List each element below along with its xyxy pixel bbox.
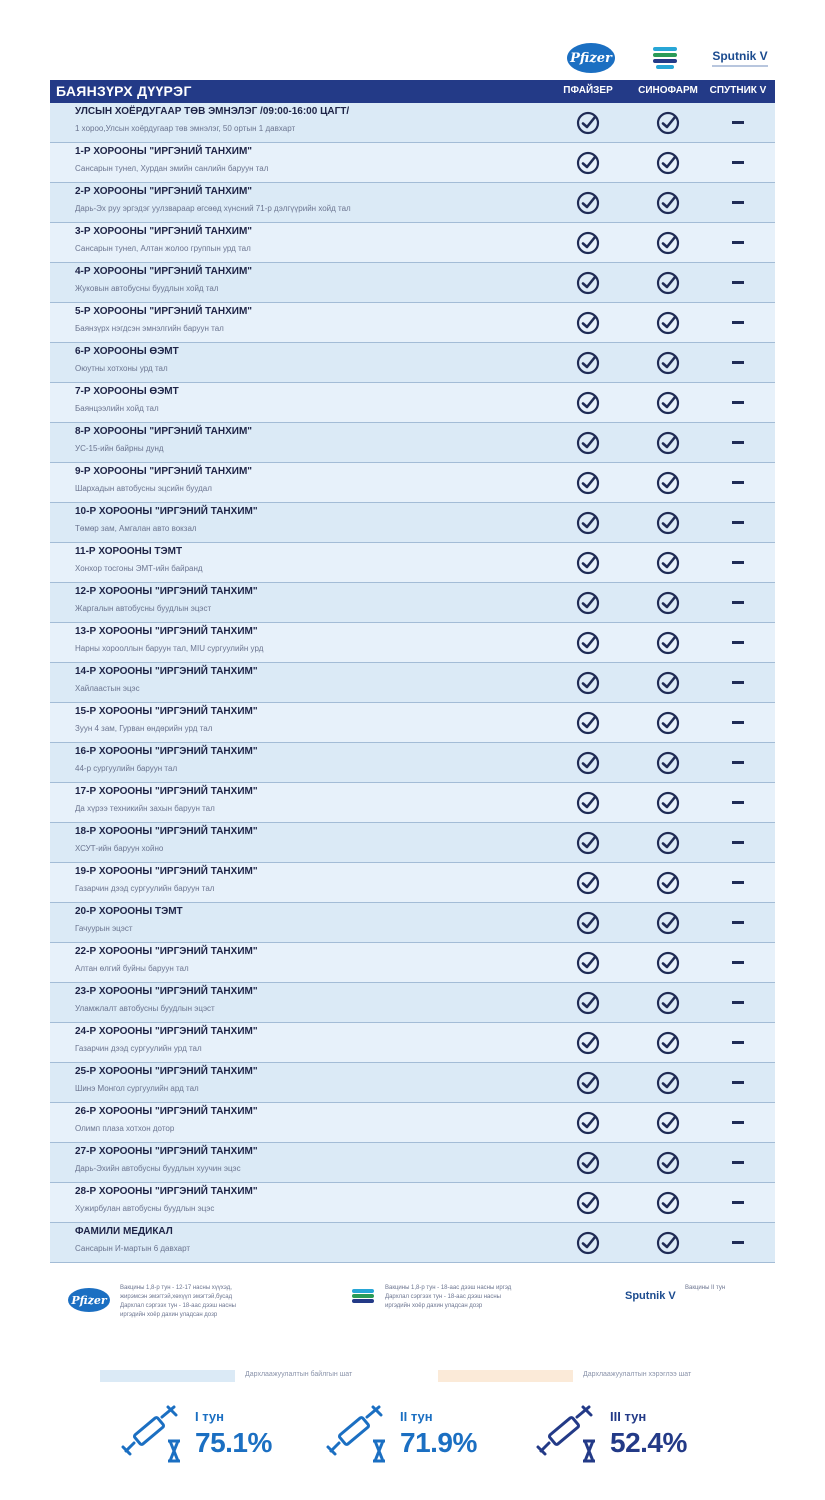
sputnik-unavailable-dash-icon bbox=[703, 743, 773, 782]
location-name: 5-Р ХОРООНЫ "ИРГЭНИЙ ТАНХИМ" bbox=[75, 306, 253, 317]
pfizer-available-check-icon bbox=[553, 583, 623, 622]
location-name: 13-Р ХОРООНЫ "ИРГЭНИЙ ТАНХИМ" bbox=[75, 626, 258, 637]
pfizer-available-check-icon bbox=[553, 1023, 623, 1062]
location-address: Хонхор тосгоны ЭМТ-ийн байранд bbox=[75, 564, 203, 573]
location-name: 15-Р ХОРООНЫ "ИРГЭНИЙ ТАНХИМ" bbox=[75, 706, 258, 717]
location-address: Оюутны хотхоны урд тал bbox=[75, 364, 168, 373]
location-address: УС-15-ийн байрны дунд bbox=[75, 444, 164, 453]
location-name: 9-Р ХОРООНЫ "ИРГЭНИЙ ТАНХИМ" bbox=[75, 466, 253, 477]
sinopharm-available-check-icon bbox=[633, 343, 703, 382]
table-row bbox=[50, 503, 775, 543]
sputnik-unavailable-dash-icon bbox=[703, 863, 773, 902]
sinopharm-available-check-icon bbox=[633, 183, 703, 222]
sputnik-unavailable-dash-icon bbox=[703, 503, 773, 542]
sinopharm-note bbox=[385, 1284, 511, 1311]
sinopharm-available-check-icon bbox=[633, 903, 703, 942]
dose-percent: 71.9% bbox=[400, 1427, 477, 1458]
table-row bbox=[50, 863, 775, 903]
location-name: 28-Р ХОРООНЫ "ИРГЭНИЙ ТАНХИМ" bbox=[75, 1186, 258, 1197]
location-address: ХСУТ-ийн баруун хойно bbox=[75, 844, 164, 853]
pfizer-available-check-icon bbox=[553, 303, 623, 342]
sinopharm-available-check-icon bbox=[633, 143, 703, 182]
sputnik-unavailable-dash-icon bbox=[703, 143, 773, 182]
table-row bbox=[50, 103, 775, 143]
pfizer-available-check-icon bbox=[553, 703, 623, 742]
dose-percent: 52.4% bbox=[610, 1427, 687, 1458]
location-name: 22-Р ХОРООНЫ "ИРГЭНИЙ ТАНХИМ" bbox=[75, 946, 258, 957]
location-name: 2-Р ХОРООНЫ "ИРГЭНИЙ ТАНХИМ" bbox=[75, 186, 253, 197]
location-address: Дарь-Эхийн автобусны буудлын хуучин эцэс bbox=[75, 1164, 241, 1173]
location-address: Жуковын автобусны буудлын хойд тал bbox=[75, 284, 219, 293]
sinopharm-available-check-icon bbox=[633, 1183, 703, 1222]
location-address: Да хүрээ техникийн захын баруун тал bbox=[75, 804, 215, 813]
pfizer-available-check-icon bbox=[553, 103, 623, 142]
location-address: Уламжлалт автобусны буудлын эцэст bbox=[75, 1004, 215, 1013]
location-name: 17-Р ХОРООНЫ "ИРГЭНИЙ ТАНХИМ" bbox=[75, 786, 258, 797]
pfizer-available-check-icon bbox=[553, 663, 623, 702]
table-header bbox=[50, 80, 775, 103]
sputnik-unavailable-dash-icon bbox=[703, 903, 773, 942]
pfizer-available-check-icon bbox=[553, 143, 623, 182]
column-sputnik: СПУТНИК V bbox=[709, 85, 767, 96]
sputnik-unavailable-dash-icon bbox=[703, 703, 773, 742]
pfizer-available-check-icon bbox=[553, 463, 623, 502]
table-row bbox=[50, 183, 775, 223]
location-address: Хужирбулан автобусны буудлын эцэс bbox=[75, 1204, 215, 1213]
syringe-icon bbox=[325, 1403, 385, 1463]
sputnik-unavailable-dash-icon bbox=[703, 543, 773, 582]
sinopharm-available-check-icon bbox=[633, 743, 703, 782]
table-row bbox=[50, 623, 775, 663]
table-row bbox=[50, 303, 775, 343]
sinopharm-available-check-icon bbox=[633, 703, 703, 742]
location-name: 20-Р ХОРООНЫ ТЭМТ bbox=[75, 906, 183, 917]
location-name: 11-Р ХОРООНЫ ТЭМТ bbox=[75, 546, 183, 557]
pfizer-available-check-icon bbox=[553, 223, 623, 262]
table-row bbox=[50, 903, 775, 943]
sputnik-unavailable-dash-icon bbox=[703, 1143, 773, 1182]
location-address: Шархадын автобусны эцсийн буудал bbox=[75, 484, 212, 493]
sputnik-unavailable-dash-icon bbox=[703, 183, 773, 222]
pfizer-available-check-icon bbox=[553, 823, 623, 862]
sinopharm-available-check-icon bbox=[633, 263, 703, 302]
note-line: Вакцины II тун bbox=[685, 1285, 726, 1291]
table-row bbox=[50, 1143, 775, 1183]
table-row bbox=[50, 663, 775, 703]
location-name: 1-Р ХОРООНЫ "ИРГЭНИЙ ТАНХИМ" bbox=[75, 146, 253, 157]
sputnik-unavailable-dash-icon bbox=[703, 783, 773, 822]
pfizer-available-check-icon bbox=[553, 783, 623, 822]
note-line: Вакцины 1,8-р тун - 12-17 насны хүүхэд, bbox=[120, 1285, 232, 1291]
syringe-icon bbox=[535, 1403, 595, 1463]
sputnik-unavailable-dash-icon bbox=[703, 1103, 773, 1142]
sputnik-logo bbox=[705, 40, 775, 76]
location-name: 18-Р ХОРООНЫ "ИРГЭНИЙ ТАНХИМ" bbox=[75, 826, 258, 837]
sinopharm-available-check-icon bbox=[633, 503, 703, 542]
stat-dose-1 bbox=[120, 1395, 290, 1475]
sinopharm-available-check-icon bbox=[633, 1143, 703, 1182]
pfizer-available-check-icon bbox=[553, 423, 623, 462]
table-row bbox=[50, 383, 775, 423]
sinopharm-available-check-icon bbox=[633, 983, 703, 1022]
sputnik-unavailable-dash-icon bbox=[703, 943, 773, 982]
sputnik-unavailable-dash-icon bbox=[703, 983, 773, 1022]
location-address: Төмөр зам, Амгалан авто вокзал bbox=[75, 524, 197, 533]
sputnik-unavailable-dash-icon bbox=[703, 1223, 773, 1262]
table-row bbox=[50, 263, 775, 303]
location-table bbox=[50, 103, 775, 1263]
sinopharm-available-check-icon bbox=[633, 303, 703, 342]
location-name: 12-Р ХОРООНЫ "ИРГЭНИЙ ТАНХИМ" bbox=[75, 586, 258, 597]
location-address: Баянзүрх нэгдсэн эмнэлгийн баруун тал bbox=[75, 324, 224, 333]
table-row bbox=[50, 223, 775, 263]
sinopharm-available-check-icon bbox=[633, 783, 703, 822]
column-sinopharm: СИНОФАРМ bbox=[638, 85, 698, 96]
pfizer-available-check-icon bbox=[553, 1223, 623, 1262]
location-name: 23-Р ХОРООНЫ "ИРГЭНИЙ ТАНХИМ" bbox=[75, 986, 258, 997]
sputnik-unavailable-dash-icon bbox=[703, 263, 773, 302]
location-address: Зуун 4 зам, Гурван өндөрийн урд тал bbox=[75, 724, 213, 733]
location-name: 3-Р ХОРООНЫ "ИРГЭНИЙ ТАНХИМ" bbox=[75, 226, 253, 237]
legend bbox=[0, 1368, 825, 1388]
note-line: жирэмсэн эмэгтэй,хөхүүл эмэгтэй,бусад bbox=[120, 1294, 233, 1300]
table-row bbox=[50, 1023, 775, 1063]
sinopharm-available-check-icon bbox=[633, 943, 703, 982]
note-line: Вакцины 1,8-р тун - 18-аас дээш насны иргэд bbox=[385, 1285, 512, 1291]
location-address: Сансарын тунел, Алтан жолоо группын урд тал bbox=[75, 244, 251, 253]
sputnik-unavailable-dash-icon bbox=[703, 223, 773, 262]
location-name: 14-Р ХОРООНЫ "ИРГЭНИЙ ТАНХИМ" bbox=[75, 666, 258, 677]
location-address: 44-р сургуулийн баруун тал bbox=[75, 764, 178, 773]
note-line: иргэдийн хоёр дахин уладсан дозр bbox=[120, 1312, 218, 1318]
note-line: иргэдийн хоёр дахин уладсан дозр bbox=[385, 1303, 483, 1309]
table-row bbox=[50, 543, 775, 583]
table-row bbox=[50, 583, 775, 623]
location-address: Сансарын И-мартын 6 давхарт bbox=[75, 1244, 191, 1253]
location-address: Дарь-Эх руу эргэдэг уулзвараар өгсөөд хүнсний 71-р дэлгүүрийн хойд тал bbox=[75, 204, 351, 213]
sputnik-unavailable-dash-icon bbox=[703, 103, 773, 142]
location-address: Нарны хорооллын баруун тал, MIU сургуулийн урд bbox=[75, 644, 264, 653]
table-row bbox=[50, 423, 775, 463]
sinopharm-available-check-icon bbox=[633, 623, 703, 662]
sinopharm-available-check-icon bbox=[633, 383, 703, 422]
pfizer-available-check-icon bbox=[553, 743, 623, 782]
dose-percent: 75.1% bbox=[195, 1427, 272, 1458]
pfizer-available-check-icon bbox=[553, 503, 623, 542]
stat-dose-3 bbox=[535, 1395, 705, 1475]
location-name: ФАМИЛИ МЕДИКАЛ bbox=[75, 1226, 173, 1237]
sinopharm-available-check-icon bbox=[633, 663, 703, 702]
location-address: Гачуурын эцэст bbox=[75, 924, 133, 933]
pfizer-available-check-icon bbox=[553, 1063, 623, 1102]
location-address: Хайлаастын эцэс bbox=[75, 684, 140, 693]
column-pfizer: ПФАЙЗЕР bbox=[563, 85, 613, 96]
table-row bbox=[50, 1223, 775, 1263]
table-row bbox=[50, 783, 775, 823]
sputnik-unavailable-dash-icon bbox=[703, 303, 773, 342]
dose-label: III тун bbox=[610, 1409, 647, 1424]
location-address: Газарчин дээд сургуулийн урд тал bbox=[75, 1044, 202, 1053]
location-address: Олимп плаза хотхон дотор bbox=[75, 1124, 175, 1133]
sputnik-unavailable-dash-icon bbox=[703, 1023, 773, 1062]
stat-dose-2 bbox=[325, 1395, 495, 1475]
sinopharm-available-check-icon bbox=[633, 863, 703, 902]
pfizer-available-check-icon bbox=[553, 903, 623, 942]
pfizer-available-check-icon bbox=[553, 623, 623, 662]
location-name: 4-Р ХОРООНЫ "ИРГЭНИЙ ТАНХИМ" bbox=[75, 266, 253, 277]
sputnik-unavailable-dash-icon bbox=[703, 663, 773, 702]
table-row bbox=[50, 703, 775, 743]
pfizer-logo-mark: Pfizer bbox=[567, 43, 615, 73]
pfizer-available-check-icon bbox=[553, 183, 623, 222]
pfizer-note bbox=[120, 1284, 236, 1320]
sputnik-note bbox=[685, 1284, 725, 1293]
table-row bbox=[50, 943, 775, 983]
sinopharm-available-check-icon bbox=[633, 823, 703, 862]
location-name: УЛСЫН ХОЁРДУГААР ТӨВ ЭМНЭЛЭГ /09:00-16:00 ЦАГТ/ bbox=[75, 106, 350, 117]
sputnik-unavailable-dash-icon bbox=[703, 623, 773, 662]
location-name: 10-Р ХОРООНЫ "ИРГЭНИЙ ТАНХИМ" bbox=[75, 506, 258, 517]
pfizer-available-check-icon bbox=[553, 983, 623, 1022]
location-name: 27-Р ХОРООНЫ "ИРГЭНИЙ ТАНХИМ" bbox=[75, 1146, 258, 1157]
sinopharm-logo bbox=[645, 40, 685, 76]
pfizer-available-check-icon bbox=[553, 1143, 623, 1182]
location-address: Шинэ Монгол сургуулийн ард тал bbox=[75, 1084, 199, 1093]
table-row bbox=[50, 743, 775, 783]
legend-orange-swatch bbox=[438, 1370, 573, 1382]
vaccination-stats bbox=[0, 1395, 825, 1475]
location-name: 8-Р ХОРООНЫ "ИРГЭНИЙ ТАНХИМ" bbox=[75, 426, 253, 437]
sinopharm-available-check-icon bbox=[633, 543, 703, 582]
sputnik-unavailable-dash-icon bbox=[703, 1183, 773, 1222]
sputnik-unavailable-dash-icon bbox=[703, 463, 773, 502]
location-name: 16-Р ХОРООНЫ "ИРГЭНИЙ ТАНХИМ" bbox=[75, 746, 258, 757]
location-name: 7-Р ХОРООНЫ ӨЭМТ bbox=[75, 386, 179, 397]
location-name: 19-Р ХОРООНЫ "ИРГЭНИЙ ТАНХИМ" bbox=[75, 866, 258, 877]
legend-orange-label: Дархлаажуулалтын хэрэглээ шат bbox=[583, 1371, 692, 1378]
sinopharm-available-check-icon bbox=[633, 1023, 703, 1062]
table-row bbox=[50, 463, 775, 503]
table-row bbox=[50, 1063, 775, 1103]
location-address: Баянцээлийн хойд тал bbox=[75, 404, 159, 413]
sputnik-unavailable-dash-icon bbox=[703, 423, 773, 462]
sinopharm-available-check-icon bbox=[633, 583, 703, 622]
sinopharm-available-check-icon bbox=[633, 463, 703, 502]
dose-label: II тун bbox=[400, 1409, 433, 1424]
table-row bbox=[50, 1183, 775, 1223]
pfizer-available-check-icon bbox=[553, 263, 623, 302]
sputnik-unavailable-dash-icon bbox=[703, 583, 773, 622]
location-name: 26-Р ХОРООНЫ "ИРГЭНИЙ ТАНХИМ" bbox=[75, 1106, 258, 1117]
pfizer-available-check-icon bbox=[553, 1103, 623, 1142]
location-address: Газарчин дээд сургуулийн баруун тал bbox=[75, 884, 215, 893]
vaccine-logos bbox=[0, 40, 825, 76]
legend-blue-swatch bbox=[100, 1370, 235, 1382]
location-address: Алтан өлгий буйны баруун тал bbox=[75, 964, 189, 973]
sputnik-logo-text: Sputnik V bbox=[712, 49, 768, 63]
location-address: Сансарын тунел, Хурдан эмийн санлийн баруун тал bbox=[75, 164, 269, 173]
sinopharm-available-check-icon bbox=[633, 223, 703, 262]
pfizer-available-check-icon bbox=[553, 943, 623, 982]
note-line: Дархлал сэргээх тун - 18-аас дээш насны bbox=[385, 1294, 501, 1300]
sinopharm-available-check-icon bbox=[633, 423, 703, 462]
pfizer-available-check-icon bbox=[553, 543, 623, 582]
sputnik-unavailable-dash-icon bbox=[703, 1063, 773, 1102]
pfizer-logo bbox=[565, 40, 617, 76]
sputnik-unavailable-dash-icon bbox=[703, 383, 773, 422]
location-name: 25-Р ХОРООНЫ "ИРГЭНИЙ ТАНХИМ" bbox=[75, 1066, 258, 1077]
pfizer-available-check-icon bbox=[553, 1183, 623, 1222]
location-name: 6-Р ХОРООНЫ ӨЭМТ bbox=[75, 346, 179, 357]
table-row bbox=[50, 1103, 775, 1143]
pfizer-available-check-icon bbox=[553, 863, 623, 902]
sinopharm-note-logo bbox=[352, 1288, 374, 1304]
pfizer-available-check-icon bbox=[553, 343, 623, 382]
pfizer-note-logo: Pfizer bbox=[68, 1288, 110, 1312]
table-row bbox=[50, 983, 775, 1023]
sinopharm-available-check-icon bbox=[633, 1063, 703, 1102]
syringe-icon bbox=[120, 1403, 180, 1463]
location-address: 1 хороо,Улсын хоёрдугаар төв эмнэлэг, 50 ортын 1 давхарт bbox=[75, 124, 296, 133]
sputnik-unavailable-dash-icon bbox=[703, 823, 773, 862]
table-row bbox=[50, 143, 775, 183]
sputnik-note-logo: Sputnik V bbox=[625, 1290, 676, 1302]
sinopharm-available-check-icon bbox=[633, 1223, 703, 1262]
location-name: 24-Р ХОРООНЫ "ИРГЭНИЙ ТАНХИМ" bbox=[75, 1026, 258, 1037]
sputnik-unavailable-dash-icon bbox=[703, 343, 773, 382]
pfizer-available-check-icon bbox=[553, 383, 623, 422]
sinopharm-available-check-icon bbox=[633, 103, 703, 142]
legend-blue-label: Дархлаажуулалтын байлгын шат bbox=[245, 1371, 353, 1378]
note-line: Дархлал сэргээх тун - 18-аас дээш насны bbox=[120, 1303, 236, 1309]
district-title: БАЯНЗҮРХ ДҮҮРЭГ bbox=[56, 83, 192, 99]
location-address: Жаргалын автобусны буудлын эцэст bbox=[75, 604, 212, 613]
dose-label: I тун bbox=[195, 1409, 224, 1424]
sinopharm-available-check-icon bbox=[633, 1103, 703, 1142]
table-row bbox=[50, 823, 775, 863]
vaccine-notes bbox=[60, 1280, 780, 1330]
table-row bbox=[50, 343, 775, 383]
